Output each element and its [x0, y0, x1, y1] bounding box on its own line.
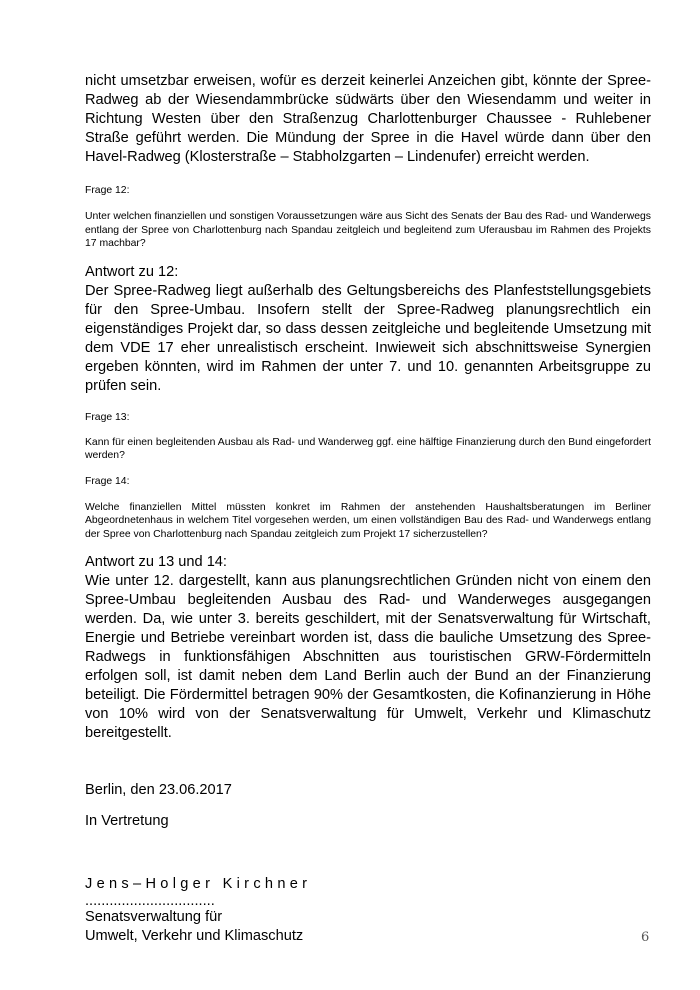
answer-12-label: Antwort zu 12:: [85, 263, 179, 280]
place-date: Berlin, den 23.06.2017: [85, 782, 232, 798]
answer-12-text: Der Spree-Radweg liegt außerhalb des Geltungsbereichs des Planfeststellungsgebiets für den Spree-Umbau. Insofern stellt der Spree-Radweg planungsrechtlich ein eigenständiges Projekt dar, so dass dessen zeitgleiche und begleitende Umsetzung mit dem VDE 17 eher unrealistisch erscheint. Inwieweit sich abschnittsweise Synergien ergeben könnten, wird im Rahmen der unter 7. und 10. genannten Arbeitsgruppe zu prüfen sein.: [85, 282, 651, 394]
question-12-text: Unter welchen finanziellen und sonstigen Voraussetzungen wäre aus Sicht des Senats der Bau des Rad- und Wanderwegs entlang der Spree von Charlottenburg nach Spandau zeitgleich und begleitend zum Uferausbau im Rahmen des Projekts 17 machbar?: [85, 211, 651, 249]
signer-name: Jens–Holger Kirchner: [85, 876, 312, 892]
answer-13-14-label: Antwort zu 13 und 14:: [85, 554, 227, 570]
question-13-text: Kann für einen begleitenden Ausbau als Rad- und Wanderweg ggf. eine hälftige Finanzierung durch den Bund eingefordert werden?: [85, 436, 651, 461]
answer-13-14-text: Wie unter 12. dargestellt, kann aus planungsrechtlichen Gründen nicht von einem den Spree-Umbau begleitenden Ausbau des Rad- und Wanderweges ausgegangen werden. Da, wie unter 3. bereits geschildert, mit der Senatsverwaltung für Wirtschaft, Energie und Betriebe vereinbart worden ist, dass die bauliche Umsetzung des Spree-Radwegs in funktionsfähigen Abschnitten aus touristischen GRW-Fördermitteln erfolgen soll, ist damit neben dem Land Berlin auch der Bund an der Finanzierung beteiligt. Die Fördermittel betragen 90% der Gesamtkosten, die Kofinanzierung in Höhe von 10% wird von der Senatsverwaltung für Umwelt, Verkehr und Klimaschutz bereitgestellt.: [85, 573, 651, 741]
intro-paragraph: nicht umsetzbar erweisen, wofür es derzeit keinerlei Anzeichen gibt, könnte der Spree-Radweg ab der Wiesendammbrücke südwärts über den Wiesendamm und weiter in Richtung Westen über den Straßenzug Charlottenburger Chaussee - Ruhlebener Straße geführt werden. Die Mündung der Spree in die Havel würde dann über den Havel-Radweg (Klosterstraße – Stabholzgarten – Lindenufer) erreicht werden.: [85, 73, 651, 165]
document-page: [85, 72, 651, 946]
in-vertretung: In Vertretung: [85, 813, 169, 829]
question-13-label: Frage 13:: [85, 411, 130, 423]
office-line-1: Senatsverwaltung für: [85, 909, 223, 925]
page-number: 6: [641, 930, 650, 945]
question-12-label: Frage 12:: [85, 185, 130, 196]
question-14-text: Welche finanziellen Mittel müssten konkret im Rahmen der anstehenden Haushaltsberatungen im Berliner Abgeordnetenhaus in welchem Titel vorgesehen werden, um einen vollständigen Bau des Rad- und Wanderwegs entlang der Spree von Charlottenburg nach Spandau zeitgleich zum Projekt 17 sicherzustellen?: [85, 501, 651, 540]
office-line-2: Umwelt, Verkehr und Klimaschutz: [85, 928, 304, 944]
question-14-label: Frage 14:: [85, 475, 130, 487]
signature-dots: ................................: [85, 893, 215, 909]
